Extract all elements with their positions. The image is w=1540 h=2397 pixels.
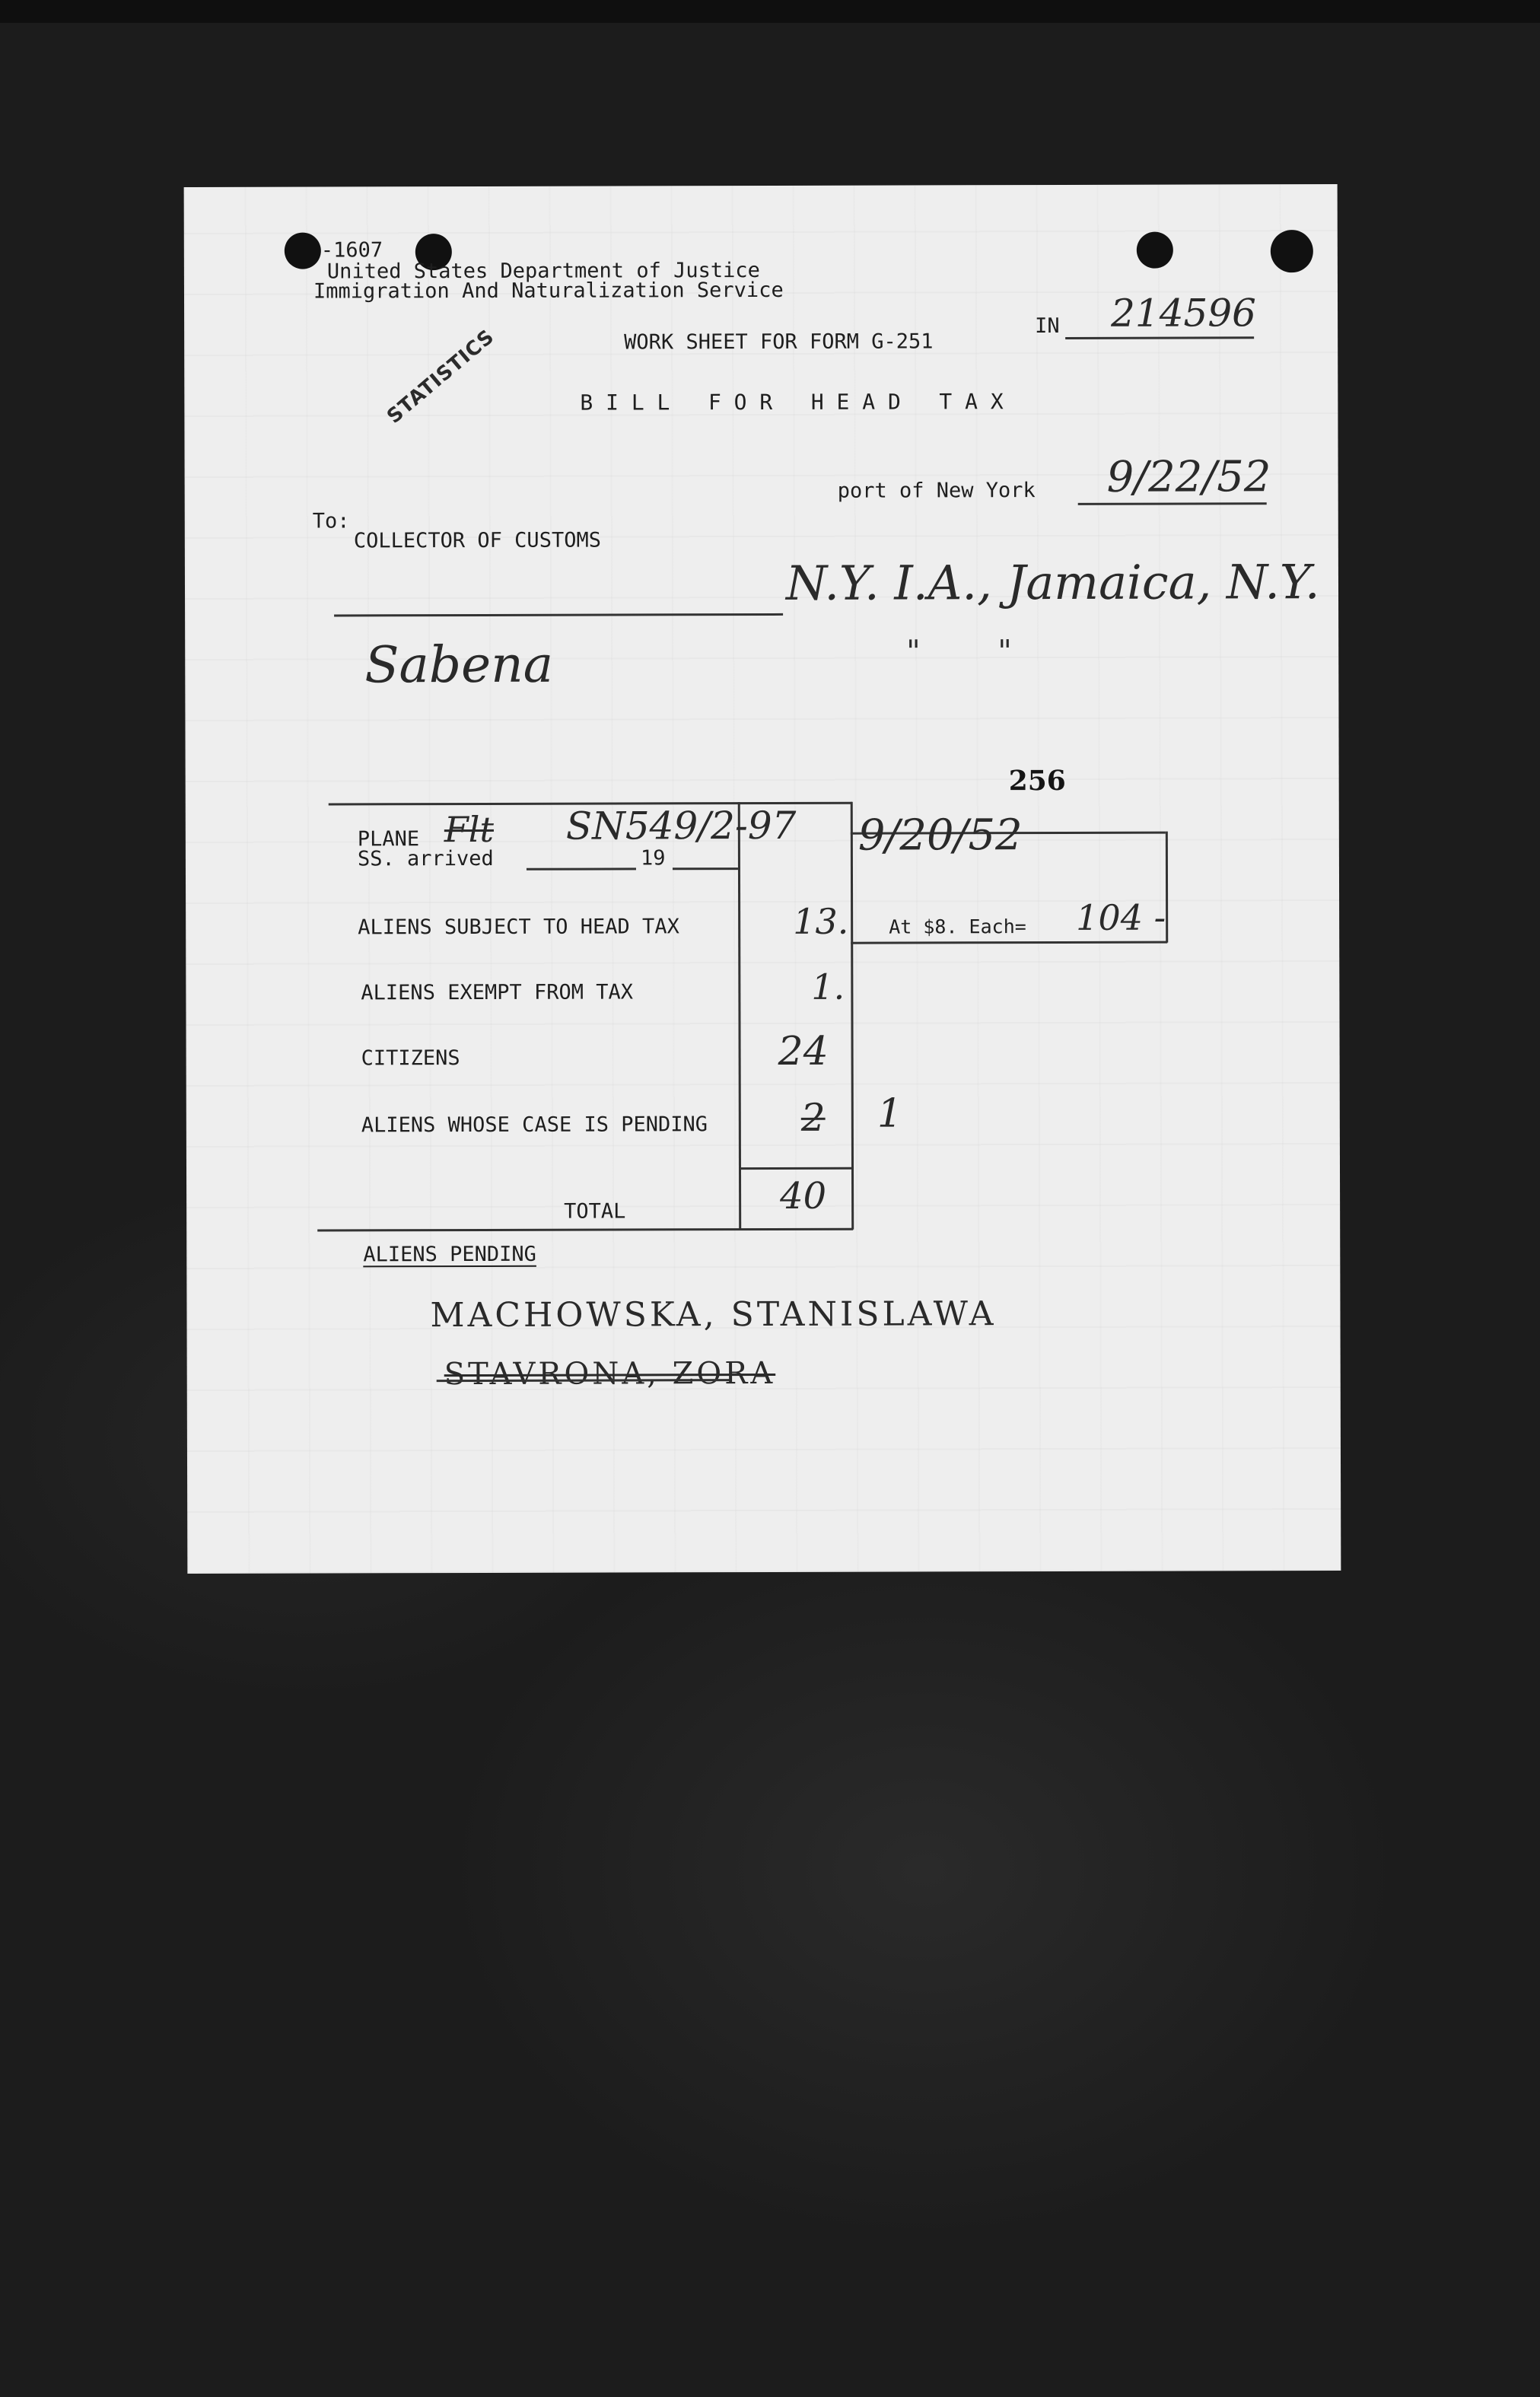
table-divider-right	[851, 802, 854, 1230]
port-date-underline	[1078, 502, 1267, 505]
row-label-pending: ALIENS WHOSE CASE IS PENDING	[361, 1113, 708, 1138]
in-number: 214596	[1110, 291, 1257, 336]
worksheet-title: WORK SHEET FOR FORM G-251	[624, 329, 934, 355]
rate-label: At $8. Each=	[889, 915, 1026, 938]
port-label: port of New York	[837, 479, 1036, 503]
statistics-stamp: STATISTICS	[383, 325, 499, 428]
aliens-pending-heading: ALIENS PENDING	[363, 1242, 536, 1267]
collector-of-customs: COLLECTOR OF CUSTOMS	[353, 528, 601, 553]
row-value-subject-to-tax: 13.	[793, 900, 849, 942]
plane-flight-number: SN549/2-97	[565, 803, 797, 848]
in-label: IN	[1035, 314, 1060, 339]
rate-box-bottom	[851, 941, 1167, 944]
address-line	[334, 613, 783, 617]
row-label-citizens: CITIZENS	[361, 1046, 460, 1071]
carrier-name: Sabena	[364, 635, 554, 695]
port-date: 9/22/52	[1106, 452, 1271, 502]
total-label: TOTAL	[564, 1199, 626, 1224]
head-tax-worksheet	[184, 184, 1341, 1574]
bill-title: B I L L F O R H E A D T A X	[580, 389, 1004, 415]
row-value-exempt: 1.	[811, 966, 845, 1008]
ditto-marks: " "	[906, 634, 1012, 670]
in-number-underline	[1065, 336, 1254, 339]
punch-hole	[285, 233, 321, 269]
table-divider-left	[738, 802, 741, 1230]
punch-hole	[1137, 232, 1173, 269]
row-value-citizens: 24	[778, 1028, 829, 1074]
table-bottom-rule	[317, 1228, 853, 1232]
arrival-date: 9/20/52	[858, 810, 1023, 861]
rate-total: 104 -	[1076, 896, 1166, 938]
plane-label: PLANE	[357, 827, 420, 852]
ss-arrived-label: SS. arrived	[357, 846, 494, 871]
pending-name-2-struck: STAVRONA, ZORA	[444, 1355, 776, 1393]
row-label-subject-to-tax: ALIENS SUBJECT TO HEAD TAX	[358, 915, 679, 940]
form-number: -1607	[320, 238, 383, 263]
rate-box-right	[1166, 832, 1168, 943]
row-label-exempt: ALIENS EXEMPT FROM TAX	[361, 980, 634, 1005]
scanner-top-strip	[0, 0, 1540, 23]
arrived-underline	[527, 867, 636, 870]
year-prefix: 19	[640, 846, 666, 871]
year-underline	[673, 867, 738, 870]
department-name: United States Department of Justice	[326, 259, 760, 284]
pending-name-1: MACHOWSKA, STANISLAWA	[430, 1294, 997, 1335]
row-value-pending: 1	[877, 1090, 902, 1137]
to-label: To:	[312, 509, 350, 533]
punch-hole	[1271, 230, 1313, 272]
row-value-pending-struck: 2	[800, 1095, 826, 1140]
count-stamp: 256	[1008, 764, 1066, 797]
service-name: Immigration And Naturalization Service	[313, 278, 784, 304]
airport-location: N.Y. I.A., Jamaica, N.Y.	[785, 554, 1320, 611]
plane-struck-text: Flt	[444, 808, 495, 851]
total-value: 40	[780, 1174, 827, 1218]
total-box-top	[739, 1167, 853, 1170]
